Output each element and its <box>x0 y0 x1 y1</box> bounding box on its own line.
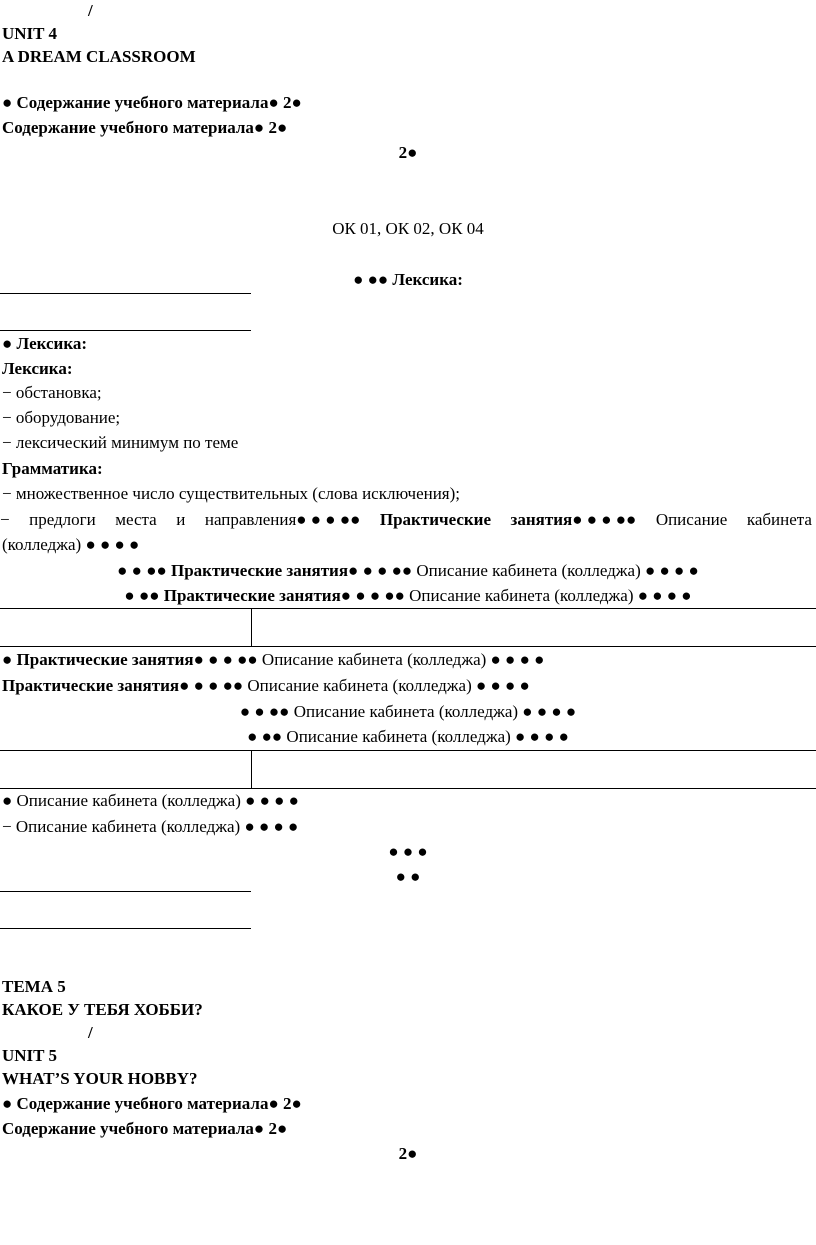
justified-word: предлоги <box>29 510 96 529</box>
unit5-content-line-1: ● Содержание учебного материала● 2● <box>2 1094 302 1113</box>
unit5-hours-center: 2● <box>398 1144 418 1163</box>
practice-rest: ● ● ● ●● Описание кабинета (колледжа) ● ● ● ● <box>340 586 692 605</box>
practice-label: Практические занятия <box>16 650 194 669</box>
unit5-content-line-2: Содержание учебного материала● 2● <box>2 1119 288 1138</box>
justified-word: − <box>0 510 10 529</box>
table-border <box>251 750 252 788</box>
table-border <box>0 750 816 751</box>
divider-line <box>0 330 251 331</box>
vocab-bullet-heading: ● Лексика: <box>2 334 88 353</box>
topic5-label: ТЕМА 5 <box>2 977 66 996</box>
unit4-hours-center: 2● <box>398 143 418 162</box>
table-border <box>251 608 252 646</box>
justified-word: Практические <box>379 510 492 529</box>
unit5-label: UNIT 5 <box>2 1046 57 1065</box>
table-border <box>0 608 816 609</box>
practice-rest: ● ● ● ●● Описание кабинета (колледжа) ● ● ● ● <box>193 650 545 669</box>
justified-word: кабинета <box>746 510 812 529</box>
practice-line-left <box>2 650 544 670</box>
unit4-content-line-2: Содержание учебного материала● 2● <box>2 118 288 137</box>
practice-rest: ● ● ● ●● Описание кабинета (колледжа) ● ● ● ● <box>348 561 699 580</box>
topic5-slash: / <box>88 1023 93 1042</box>
dots-line: ● ● <box>395 867 421 886</box>
description-line-center: ● ●● Описание кабинета (колледжа) ● ● ● ● <box>247 727 569 746</box>
unit4-content-line-1: ● Содержание учебного материала● 2● <box>2 93 302 112</box>
dots-line: ● ● ● <box>388 842 428 861</box>
justified-word: и <box>176 510 186 529</box>
divider-line <box>0 891 251 892</box>
practice-label: Практические занятия <box>2 676 180 695</box>
table-border <box>0 788 816 789</box>
vocab-item: − обстановка; <box>2 383 102 402</box>
unit5-title: WHAT’S YOUR HOBBY? <box>2 1069 198 1088</box>
unit4-competencies: ОК 01, ОК 02, ОК 04 <box>332 219 484 238</box>
divider-line <box>0 928 251 929</box>
practice-prefix: ● <box>2 650 17 669</box>
practice-prefix: ● ●● <box>124 586 164 605</box>
description-line-left: − Описание кабинета (колледжа) ● ● ● ● <box>2 817 299 836</box>
vocab-item: − лексический минимум по теме <box>2 433 239 452</box>
justified-word: Описание <box>655 510 728 529</box>
justified-word: направления● ● ● ●● <box>204 510 361 529</box>
grammar-item-justified <box>0 510 812 530</box>
practice-line-center <box>0 561 816 581</box>
topic5-title: КАКОЕ У ТЕБЯ ХОББИ? <box>2 1000 203 1019</box>
practice-rest: ● ● ● ●● Описание кабинета (колледжа) ● ● ● ● <box>179 676 530 695</box>
practice-prefix: ● ● ●● <box>117 561 171 580</box>
unit4-label: UNIT 4 <box>2 24 57 43</box>
practice-label: Практические занятия <box>170 561 349 580</box>
unit4-vocab-center: ● ●● Лексика: <box>353 270 463 289</box>
practice-line-left <box>2 676 530 696</box>
vocab-item: − оборудование; <box>2 408 121 427</box>
grammar-item: − множественное число существительных (слова исключения); <box>2 484 461 503</box>
divider-line <box>0 293 251 294</box>
description-line-center: ● ● ●● Описание кабинета (колледжа) ● ● ● ● <box>239 702 577 721</box>
description-line-left: ● Описание кабинета (колледжа) ● ● ● ● <box>2 791 299 810</box>
justified-word: места <box>115 510 157 529</box>
unit4-slash: / <box>88 1 93 20</box>
table-border <box>0 646 816 647</box>
practice-label: Практические занятия <box>163 586 341 605</box>
practice-line-center <box>0 586 816 606</box>
justified-word: занятия● ● ● ●● <box>510 510 637 529</box>
grammar-item-continuation: (колледжа) ● ● ● ● <box>2 535 140 554</box>
unit4-title: A DREAM CLASSROOM <box>2 47 196 66</box>
grammar-heading: Грамматика: <box>2 459 103 478</box>
vocab-heading: Лексика: <box>2 359 73 378</box>
